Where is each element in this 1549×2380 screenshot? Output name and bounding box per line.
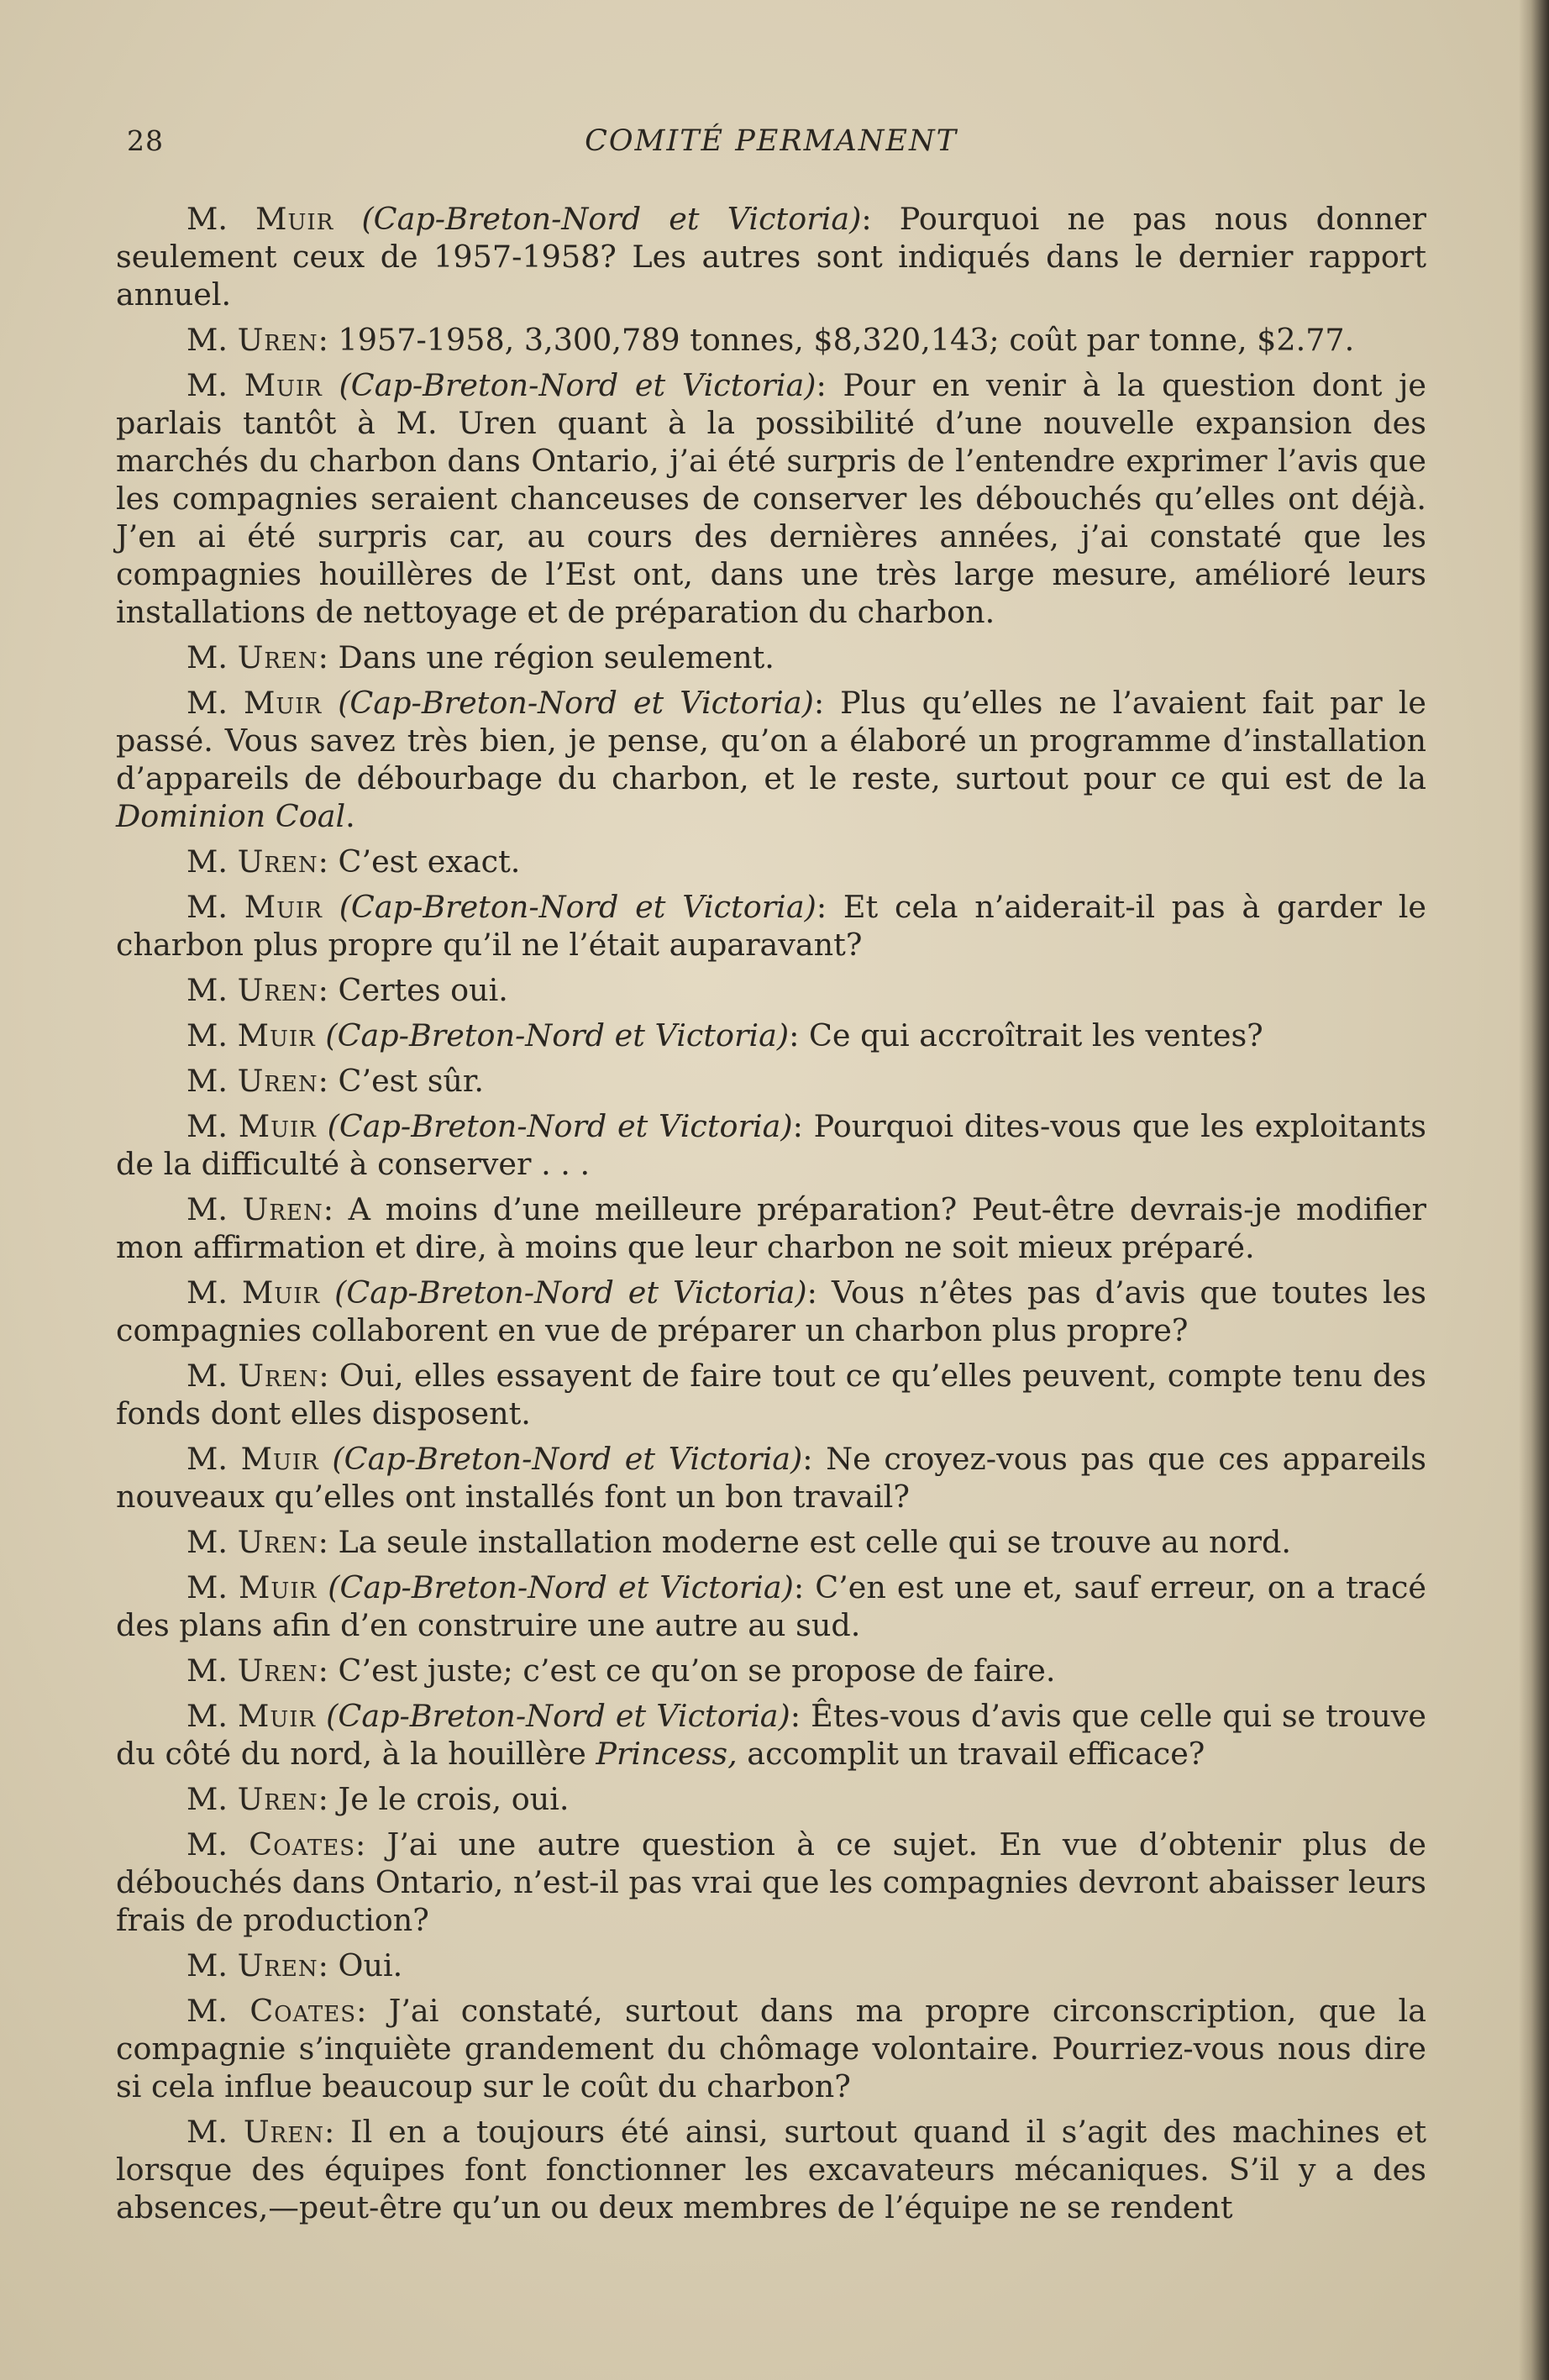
speaker-name: Uren: [237, 1947, 318, 1983]
speech-text: : C’est exact.: [318, 843, 521, 880]
transcript-paragraph: [116, 888, 1426, 964]
speaker-prefix: M.: [186, 1017, 238, 1053]
speech-text: : Dans une région seulement.: [318, 639, 774, 675]
speaker-name: Uren: [237, 1652, 318, 1689]
transcript-paragraph: [116, 1274, 1426, 1349]
speech-text: : J’ai constaté, surtout dans ma propre circonscription, que la compagnie s’inquiète grandement du chômage volontaire. Pourriez-vous nous dire si cela influe beaucoup sur le coût du charbon?: [116, 1993, 1426, 2104]
speaker-name: Muir: [241, 1274, 321, 1311]
speaker-riding: (Cap-Breton-Nord et Victoria): [325, 1017, 790, 1053]
speaker-name: Uren: [237, 1524, 318, 1560]
transcript-paragraph: [116, 1992, 1426, 2105]
speaker-name: Uren: [237, 1781, 318, 1817]
speaker-riding: (Cap-Breton-Nord et Victoria): [339, 367, 817, 403]
transcript-paragraph: [116, 684, 1426, 835]
italic-name: Princess,: [596, 1736, 738, 1772]
speaker-prefix: M.: [186, 1441, 241, 1477]
speaker-prefix: M.: [186, 889, 244, 925]
transcript-paragraph: [116, 638, 1426, 676]
speaker-prefix: M.: [186, 1358, 239, 1394]
speaker-name: Uren: [243, 2114, 324, 2150]
speaker-name: Uren: [237, 1063, 318, 1099]
speaker-riding: (Cap-Breton-Nord et Victoria): [334, 1274, 807, 1311]
speaker-name: Coates: [249, 1826, 356, 1862]
speaker-prefix: M.: [186, 1274, 242, 1311]
speaker-prefix: M.: [186, 1569, 239, 1605]
transcript-body: [116, 200, 1426, 2234]
speech-text: : A moins d’une meilleure préparation? Peut-être devrais-je modifier mon affirmation et dire, à moins que leur charbon ne soit mieux préparé.: [116, 1191, 1427, 1265]
speaker-prefix: M.: [186, 1781, 238, 1817]
speaker-prefix: M.: [186, 639, 238, 675]
transcript-paragraph: [116, 200, 1426, 313]
speaker-name: Uren: [237, 322, 318, 358]
speech-text: : Il en a toujours été ainsi, surtout quand il s’agit des machines et lorsque des équipes font fonctionner les excavateurs mécaniques. S’il y a des absences,—peut-être qu’un ou deux membres de l’équipe ne se rendent: [116, 2114, 1426, 2225]
speaker-riding: (Cap-Breton-Nord et Victoria): [339, 889, 817, 925]
speaker-prefix: M.: [186, 843, 238, 880]
speaker-prefix: M.: [186, 1652, 238, 1689]
speaker-name: Uren: [242, 1191, 323, 1227]
speech-text: : Ce qui accroîtrait les ventes?: [789, 1017, 1263, 1053]
speaker-riding: (Cap-Breton-Nord et Victoria): [338, 685, 814, 721]
page-edge-shadow: [1519, 0, 1549, 2380]
speaker-name: Muir: [244, 889, 323, 925]
speaker-prefix: M.: [186, 322, 238, 358]
speaker-riding: (Cap-Breton-Nord et Victoria): [327, 1108, 793, 1144]
speaker-name: Muir: [255, 201, 334, 237]
speaker-riding: (Cap-Breton-Nord et Victoria): [361, 201, 862, 237]
transcript-paragraph: [116, 971, 1426, 1009]
speech-text: : Vous n’êtes pas d’avis que toutes les compagnies collaborent en vue de préparer un charbon plus propre?: [116, 1274, 1427, 1348]
transcript-paragraph: [116, 2113, 1426, 2226]
transcript-paragraph: [116, 1190, 1426, 1266]
speech-text: : Pour en venir à la question dont je parlais tantôt à M. Uren quant à la possibilité d’une nouvelle expansion des marchés du charbon dans Ontario, j’ai été surpris de l’entendre exprimer l’avis que les compagnies seraient chanceuses de conserver les débouchés qu’elles ont déjà. J’en ai été surpris car, au cours des dernières années, j’ai constaté que les compagnies houillères de l’Est ont, dans une très large mesure, amélioré leurs installations de nettoyage et de préparation du charbon.: [116, 367, 1427, 630]
speaker-name: Uren: [238, 1358, 319, 1394]
transcript-paragraph: [116, 1440, 1426, 1516]
transcript-paragraph: [116, 1568, 1426, 1644]
speaker-name: Muir: [239, 1569, 318, 1605]
speaker-prefix: M.: [186, 1524, 238, 1560]
speaker-prefix: M.: [186, 1993, 250, 2029]
speaker-riding: (Cap-Breton-Nord et Victoria): [328, 1569, 794, 1605]
transcript-paragraph: [116, 1652, 1426, 1689]
speaker-prefix: M.: [186, 1191, 243, 1227]
speech-text: : Certes oui.: [318, 972, 508, 1008]
speech-text-tail: .: [345, 798, 355, 834]
speech-text: : La seule installation moderne est celle qui se trouve au nord.: [318, 1524, 1291, 1560]
speech-text: : C’est sûr.: [318, 1063, 484, 1099]
running-title: COMITÉ PERMANENT: [585, 124, 958, 158]
transcript-paragraph: [116, 1017, 1426, 1054]
speaker-name: Muir: [244, 367, 323, 403]
italic-name: Dominion Coal: [116, 798, 346, 834]
transcript-paragraph: [116, 1062, 1426, 1100]
speech-text: : Et cela n’aiderait-il pas à garder le charbon plus propre qu’il ne l’était auparavant?: [116, 889, 1426, 963]
page-header: [116, 124, 1426, 166]
transcript-paragraph: [116, 1523, 1426, 1561]
transcript-paragraph: [116, 1697, 1426, 1773]
transcript-paragraph: [116, 366, 1426, 631]
speech-text: : C’est juste; c’est ce qu’on se propose de faire.: [318, 1652, 1056, 1689]
speaker-prefix: M.: [186, 1947, 238, 1983]
speech-text: : Oui, elles essayent de faire tout ce qu’elles peuvent, compte tenu des fonds dont elles disposent.: [116, 1358, 1426, 1432]
speaker-prefix: M.: [186, 1063, 238, 1099]
speaker-prefix: M.: [186, 367, 244, 403]
speech-text: : Ne croyez-vous pas que ces appareils nouveaux qu’elles ont installés font un bon travail?: [116, 1441, 1426, 1515]
transcript-paragraph: [116, 321, 1426, 359]
transcript-paragraph: [116, 843, 1426, 880]
speaker-prefix: M.: [186, 685, 244, 721]
speech-text: : Plus qu’elles ne l’avaient fait par le passé. Vous savez très bien, je pense, qu’on a élaboré un programme d’installation d’appareils de débourbage du charbon, et le reste, surtout pour ce qui est de la: [116, 685, 1426, 796]
page-number: 28: [127, 124, 164, 157]
speaker-name: Coates: [249, 1993, 357, 2029]
speaker-prefix: M.: [186, 972, 238, 1008]
transcript-paragraph: [116, 1826, 1426, 1939]
speech-text: : Je le crois, oui.: [318, 1781, 570, 1817]
speaker-name: Muir: [238, 1108, 317, 1144]
speaker-prefix: M.: [186, 1826, 249, 1862]
speaker-prefix: M.: [186, 201, 256, 237]
speech-text: : 1957-1958, 3,300,789 tonnes, $8,320,143; coût par tonne, $2.77.: [318, 322, 1355, 358]
speaker-name: Muir: [240, 1441, 319, 1477]
speech-text: : J’ai une autre question à ce sujet. En vue d’obtenir plus de débouchés dans Ontario, n’est-il pas vrai que les compagnies devront abaisser leurs frais de production?: [116, 1826, 1426, 1938]
speech-text: : Pourquoi ne pas nous donner seulement ceux de 1957-1958? Les autres sont indiqués dans le dernier rapport annuel.: [116, 201, 1427, 313]
speaker-riding: (Cap-Breton-Nord et Victoria): [332, 1441, 803, 1477]
speaker-name: Muir: [238, 1698, 317, 1734]
speaker-prefix: M.: [186, 2114, 244, 2150]
speech-text: : Oui.: [318, 1947, 403, 1983]
speaker-name: Muir: [237, 1017, 316, 1053]
transcript-paragraph: [116, 1780, 1426, 1818]
speaker-name: Uren: [237, 639, 318, 675]
speaker-name: Uren: [237, 843, 318, 880]
speaker-name: Muir: [244, 685, 323, 721]
speech-text: : C’en est une et, sauf erreur, on a tracé des plans afin d’en construire une autre au sud.: [116, 1569, 1427, 1643]
transcript-paragraph: [116, 1947, 1426, 1984]
speech-text-tail: accomplit un travail efficace?: [737, 1736, 1205, 1772]
speech-text: : Êtes-vous d’avis que celle qui se trouve du côté du nord, à la houillère: [116, 1698, 1426, 1772]
transcript-paragraph: [116, 1107, 1426, 1183]
transcript-paragraph: [116, 1357, 1426, 1432]
speaker-prefix: M.: [186, 1698, 238, 1734]
speech-text: : Pourquoi dites-vous que les exploitants de la difficulté à conserver . . .: [116, 1108, 1427, 1182]
speaker-riding: (Cap-Breton-Nord et Victoria): [326, 1698, 790, 1734]
speaker-name: Uren: [237, 972, 318, 1008]
speaker-prefix: M.: [186, 1108, 239, 1144]
